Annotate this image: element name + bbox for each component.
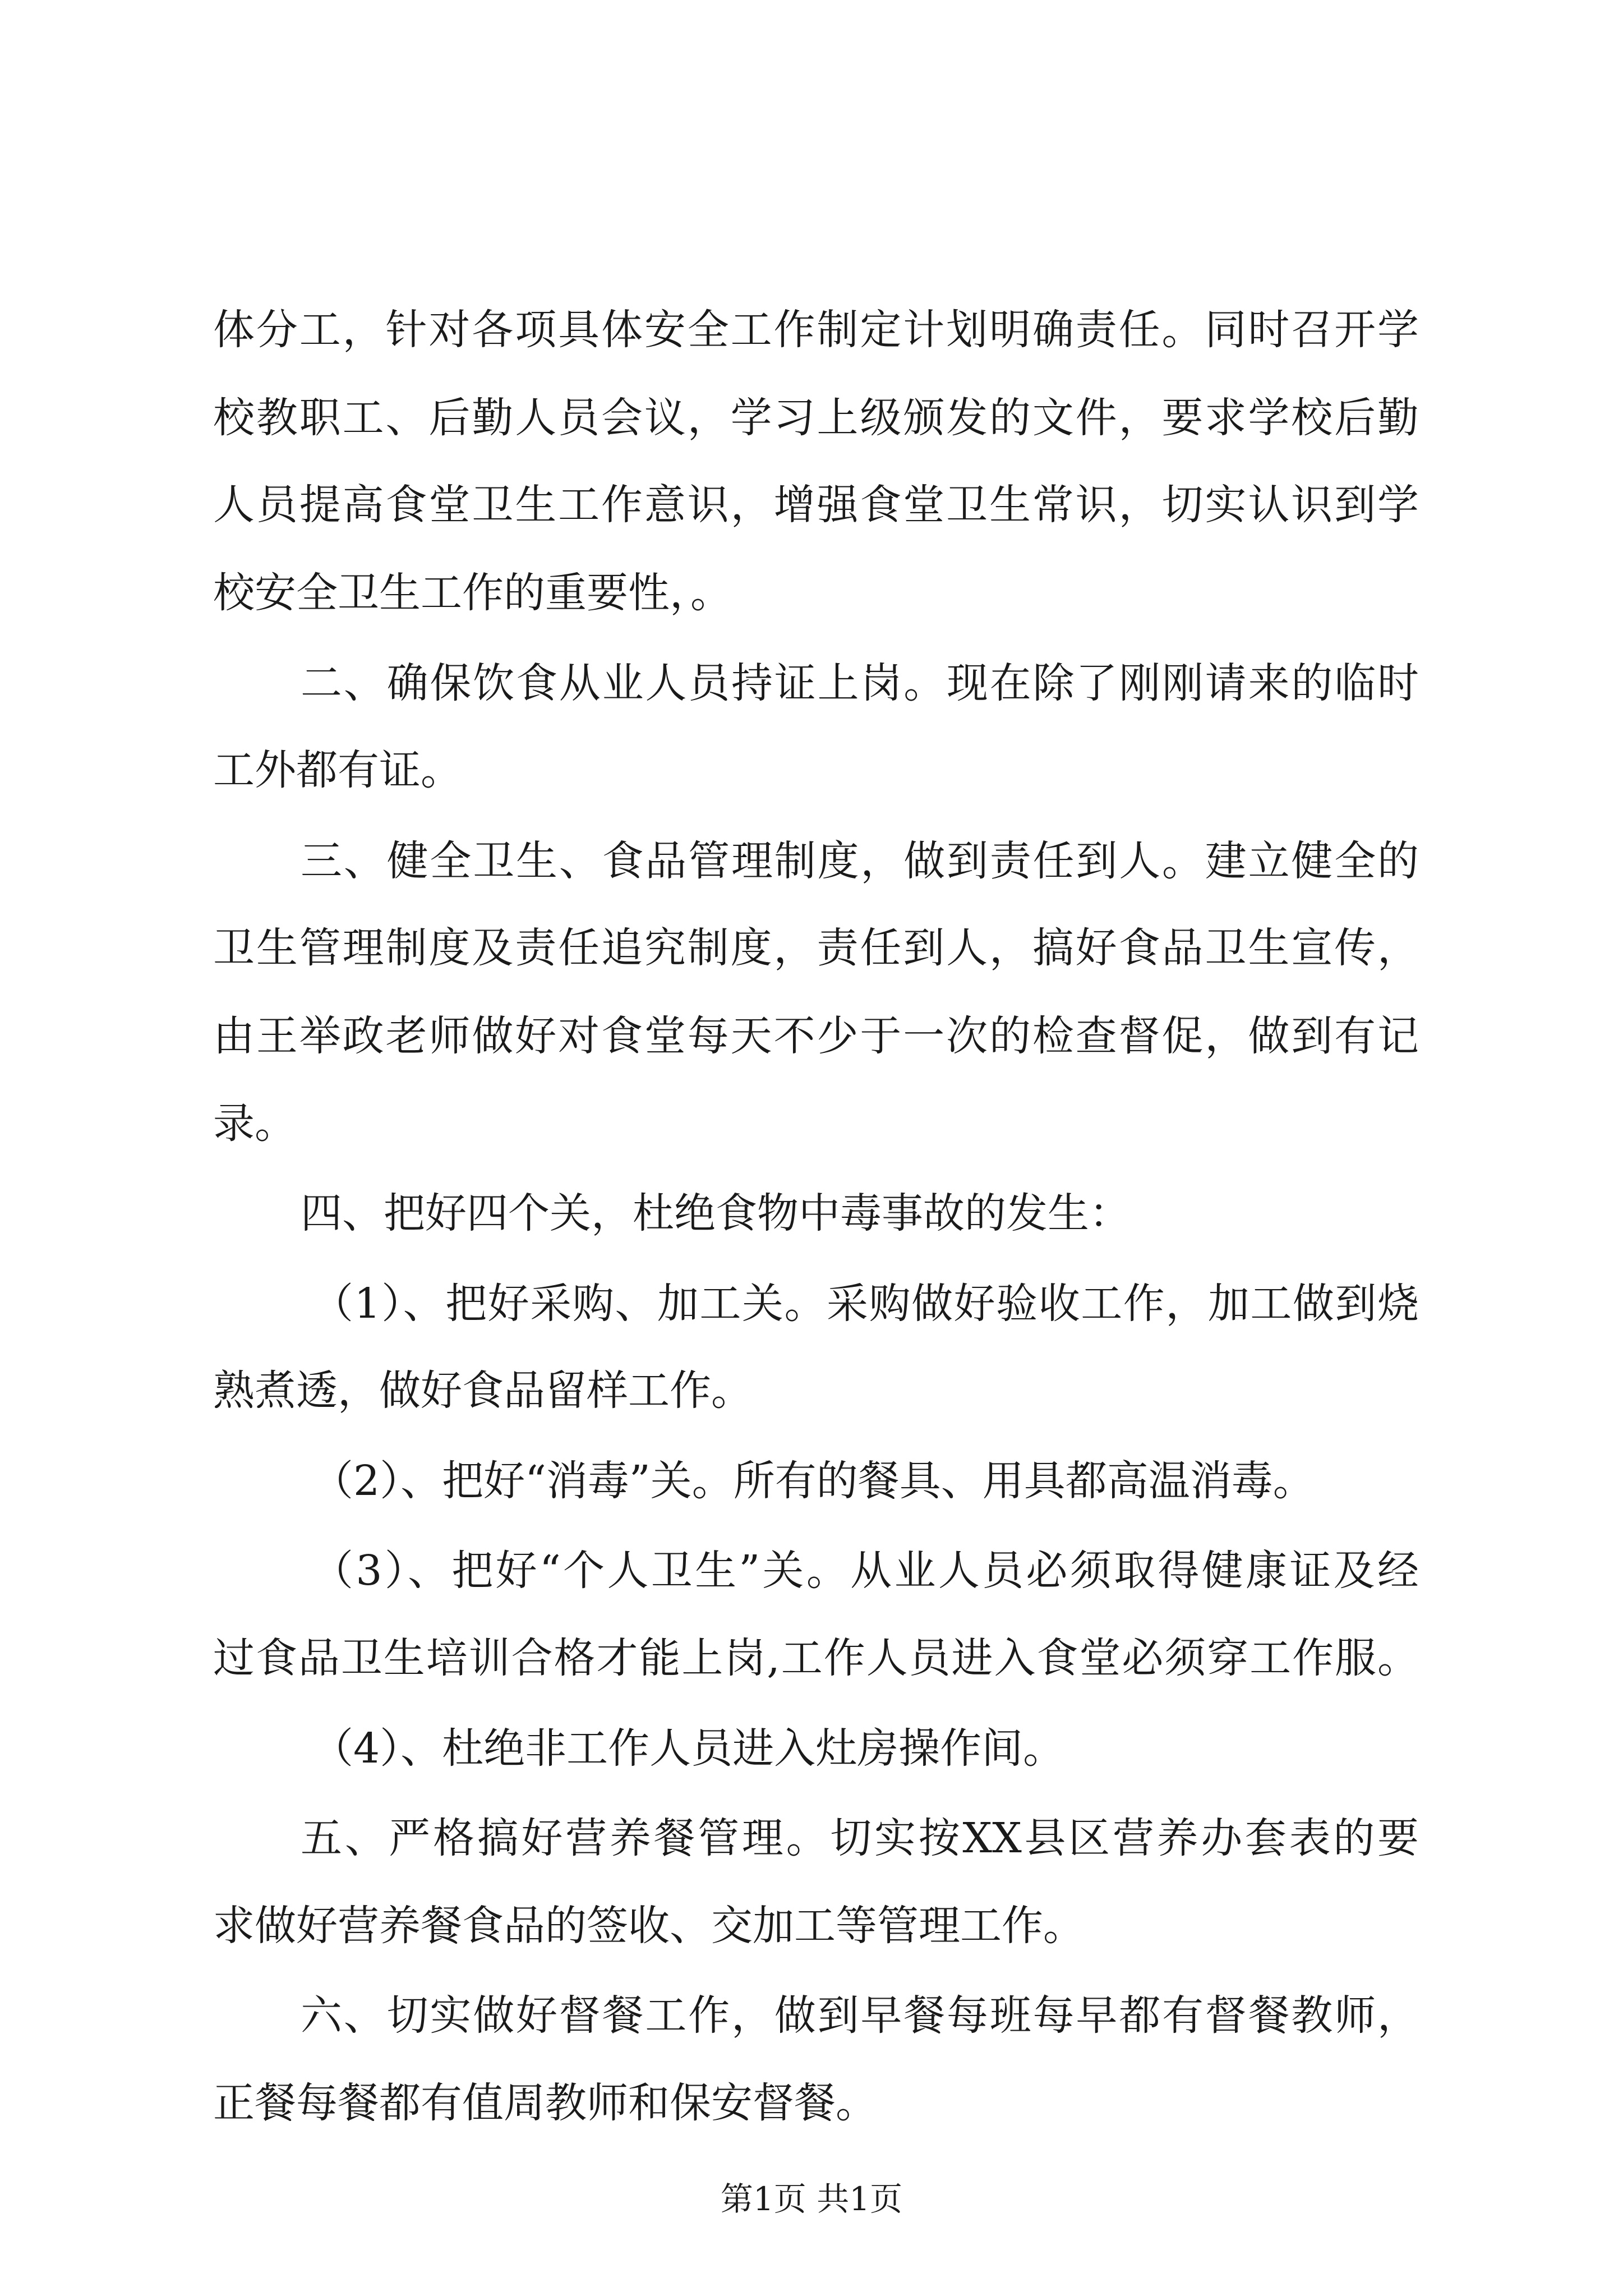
paragraph-line: 四、把好四个关，杜绝食物中毒事故的发生： <box>301 1189 1131 1238</box>
paragraph-line: （2）、把好“消毒”关。所有的餐具、用具都高温消毒。 <box>312 1456 1315 1505</box>
paragraph-line: 熟煮透，做好食品留样工作。 <box>213 1366 753 1415</box>
paragraph-line: 六、切实做好督餐工作，做到早餐每班每早都有督餐教师， <box>301 1991 1419 2040</box>
paragraph-line: 三、健全卫生、食品管理制度，做到责任到人。建立健全的 <box>301 836 1419 885</box>
paragraph-line: （1）、把好采购、加工关。采购做好验收工作，加工做到烧 <box>312 1279 1419 1328</box>
paragraph-line: 校安全卫生工作的重要性，。 <box>213 569 732 618</box>
paragraph-line: 工外都有证。 <box>213 746 462 795</box>
paragraph-line: 五、严格搞好营养餐管理。切实按XX县区营养办套表的要 <box>301 1814 1419 1863</box>
paragraph-line: 二、确保饮食从业人员持证上岗。现在除了刚刚请来的临时 <box>301 659 1419 707</box>
page-footer: 第1页 共1页 <box>720 2180 903 2218</box>
paragraph-line: 由王举政老师做好对食堂每天不少于一次的检查督促，做到有记 <box>213 1012 1419 1060</box>
paragraph-line: （3）、把好“个人卫生”关。从业人员必须取得健康证及经 <box>312 1547 1419 1595</box>
paragraph-line: 人员提高食堂卫生工作意识，增强食堂卫生常识，切实认识到学 <box>213 481 1419 530</box>
paragraph-line: （4）、杜绝非工作人员进入灶房操作间。 <box>312 1724 1065 1773</box>
paragraph-line: 过食品卫生培训合格才能上岗,工作人员进入食堂必须穿工作服。 <box>213 1634 1419 1683</box>
paragraph-line: 录。 <box>213 1099 296 1148</box>
paragraph-line: 正餐每餐都有值周教师和保安督餐。 <box>213 2079 877 2128</box>
paragraph-line: 求做好营养餐食品的签收、交加工等管理工作。 <box>213 1901 1085 1950</box>
paragraph-line: 体分工，针对各项具体安全工作制定计划明确责任。同时召开学 <box>213 306 1419 355</box>
paragraph-line: 校教职工、后勤人员会议，学习上级颁发的文件，要求学校后勤 <box>213 393 1419 442</box>
paragraph-line: 卫生管理制度及责任追究制度，责任到人，搞好食品卫生宣传， <box>213 924 1419 973</box>
